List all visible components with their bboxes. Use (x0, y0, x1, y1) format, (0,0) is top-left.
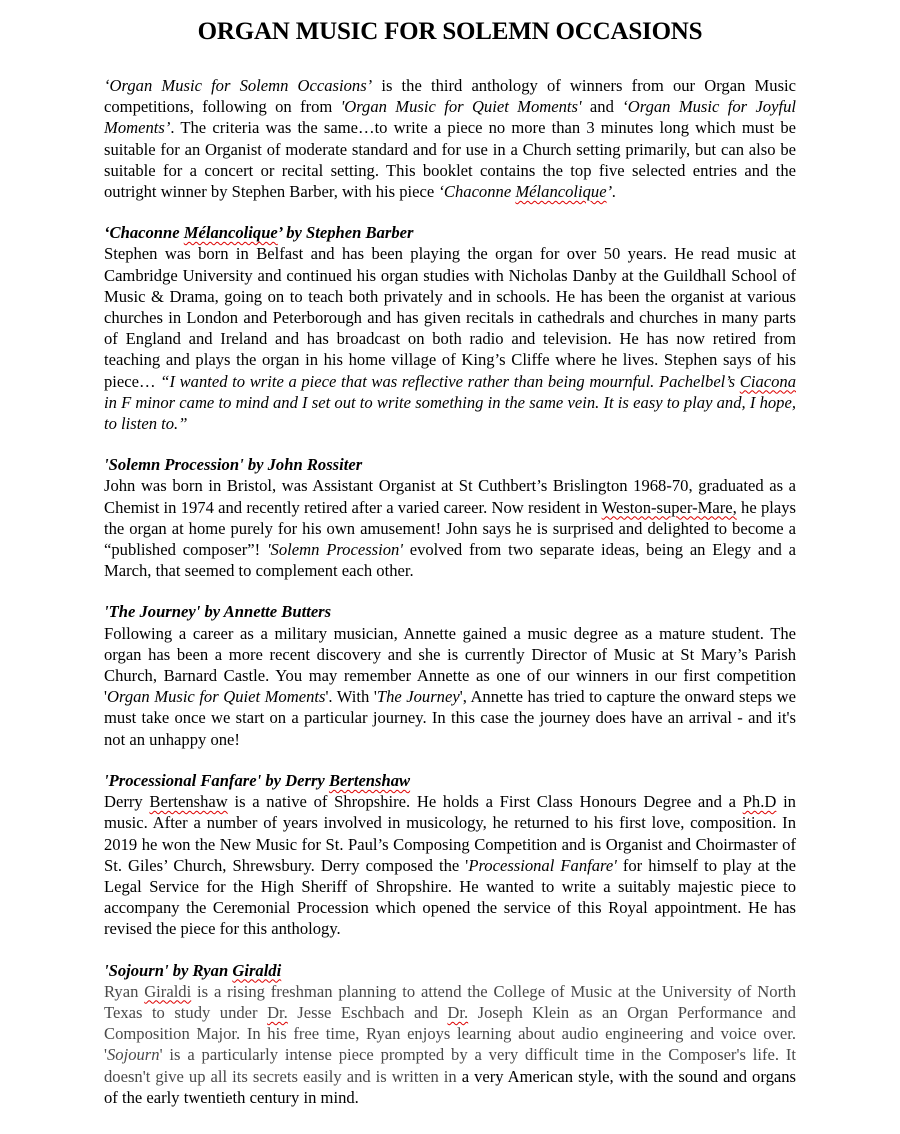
anthology-title: Organ Music for Quiet Moments (107, 687, 326, 707)
winner-piece-title: ‘Chaconne (438, 182, 516, 202)
section-heading: 'Processional Fanfare' by Derry Bertenshaw (104, 770, 411, 790)
piece-title: 'Solemn Procession' (266, 540, 403, 560)
section-stephen-barber (104, 222, 796, 434)
document-title: ORGAN MUSIC FOR SOLEMN OCCASIONS (197, 18, 703, 45)
section-body: Following a career as a military musician, Annette gained a music degree as a mature student. The organ has been a more recent discovery and she is currently Director of Music at St Mary’s Parish Church, Barnard Castle. You may remember Annette as one of our winners in our first competition 'Organ Music for Quiet Moments'. With 'The Journey', Annette has tried to capture the onward steps we must take once we start on a particular journey. In this case the journey does have an arrival - and it's not an unhappy one! (104, 623, 797, 749)
spellcheck-word: Giraldi (232, 960, 282, 980)
section-annette-butters (104, 601, 796, 749)
section-ryan-giraldi (104, 960, 796, 1108)
section-heading: 'Sojourn' by Ryan Giraldi (104, 960, 282, 980)
intro-paragraph (104, 75, 796, 202)
spellcheck-word: Dr. (447, 1002, 469, 1022)
quote: “I wanted to write a piece that was reflective rather than being mournful. Pachelbel’s (160, 371, 740, 391)
spellcheck-word: Mélancolique (183, 223, 278, 243)
section-heading: 'The Journey' by Annette Butters (104, 602, 332, 622)
intro-text: and (581, 97, 623, 117)
quote: in F minor came to mind and I set out to write something in the same vein. It is easy to play and, I hope, to listen to.” (104, 392, 796, 434)
previous-anthology-1: 'Organ Music for Quiet Moments' (340, 97, 582, 117)
spellcheck-word: Weston-super-Mare, (601, 497, 737, 517)
section-heading: ‘Chaconne Mélancolique’ by Stephen Barber (104, 223, 414, 243)
piece-title: Processional Fanfare' (468, 855, 617, 875)
section-body: John was born in Bristol, was Assistant Organist at St Cuthbert’s Brislington 1968-70, graduated as a Chemist in 1974 and recently retired after a varied career. Now resident in Weston-super-Mare, he plays the organ at home purely for his own amusement! John says he is surprised and delighted to become a “published composer”! 'Solemn Procession' evolved from two separate ideas, being an Elegy and a March, that seemed to complement each other. (104, 476, 797, 581)
spellcheck-word: Ph.D (742, 792, 777, 812)
section-body: Ryan Giraldi is a rising freshman planning to attend the College of Music at the University of North Texas to study under Dr. Jesse Eschbach and Dr. Joseph Klein as an Organ Performance and Composition Major. In his free time, Ryan enjoys learning about audio engineering and voice over. 'Sojourn' is a particularly intense piece prompted by a very difficult time in the Composer's life. It doesn't give up all its secrets easily and is written in a very American style, with the sound and organs of the early twentieth century in mind. (104, 981, 796, 1107)
section-john-rossiter (104, 454, 796, 581)
intro-text: . The criteria was the same…to write a piece no more than 3 minutes long which must be suitable for an Organist of moderate standard and for use in a Church setting primarily, but can also be suitable for a concert or recital setting. This booklet contains the top five selected entries and the outright winner by Stephen Barber, with his piece (104, 118, 796, 202)
piece-title: Sojourn (107, 1045, 160, 1065)
intro-text: is the third anthology of winners from our Organ Music competitions, following on from (104, 76, 797, 117)
spellcheck-word: Dr. (267, 1002, 288, 1022)
section-body: Stephen was born in Belfast and has been playing the organ for over 50 years. He read music at Cambridge University and continued his organ studies with Nicholas Danby at the Guildhall School of Music & Drama, going on to teach both privately and in schools. He has been the organist at various churches in London and Peterborough and has given recitals in cathedrals and churches in many parts of England and Ireland and has broadcast on both radio and television. He has now retired from teaching and plays the organ in his home village of King’s Cliffe where he lives. Stephen says of his piece… “I wanted to write a piece that was reflective rather than being mournful. Pachelbel’s Ciacona in F minor came to mind and I set out to write something in the same vein. It is easy to play and, I hope, to listen to.” (104, 244, 796, 434)
section-body: Derry Bertenshaw is a native of Shropshire. He holds a First Class Honours Degree and a Ph.D in music. After a number of years involved in musicology, he returned to his first love, composition. In 2019 he won the New Music for St. Paul’s Composing Competition and is Organist and Choirmaster of St. Giles’ Church, Shrewsbury. Derry composed the 'Processional Fanfare' for himself to play at the Legal Service for the High Sheriff of Shropshire. He wanted to write a suitably majestic piece to accompany the Ceremonial Procession which opened the service of this Royal appointment. He has revised the piece for this anthology. (104, 792, 796, 939)
previous-anthology-2: ‘Organ Music for Joyful Moments’ (104, 97, 796, 138)
section-heading: 'Solemn Procession' by John Rossiter (104, 455, 363, 475)
spellcheck-word: Bertenshaw (328, 770, 411, 790)
section-derry-bertenshaw (104, 770, 796, 940)
document-body (104, 75, 796, 1108)
spellcheck-word: Bertenshaw (149, 792, 228, 812)
spellcheck-word: Giraldi (144, 981, 192, 1001)
anthology-title: ‘Organ Music for Solemn Occasions’ (104, 76, 373, 95)
spellcheck-word: Mélancolique (515, 182, 607, 202)
piece-title: The Journey (376, 687, 460, 707)
spellcheck-word: Ciacona (739, 371, 796, 391)
winner-piece-title-end: ’. (606, 182, 617, 202)
